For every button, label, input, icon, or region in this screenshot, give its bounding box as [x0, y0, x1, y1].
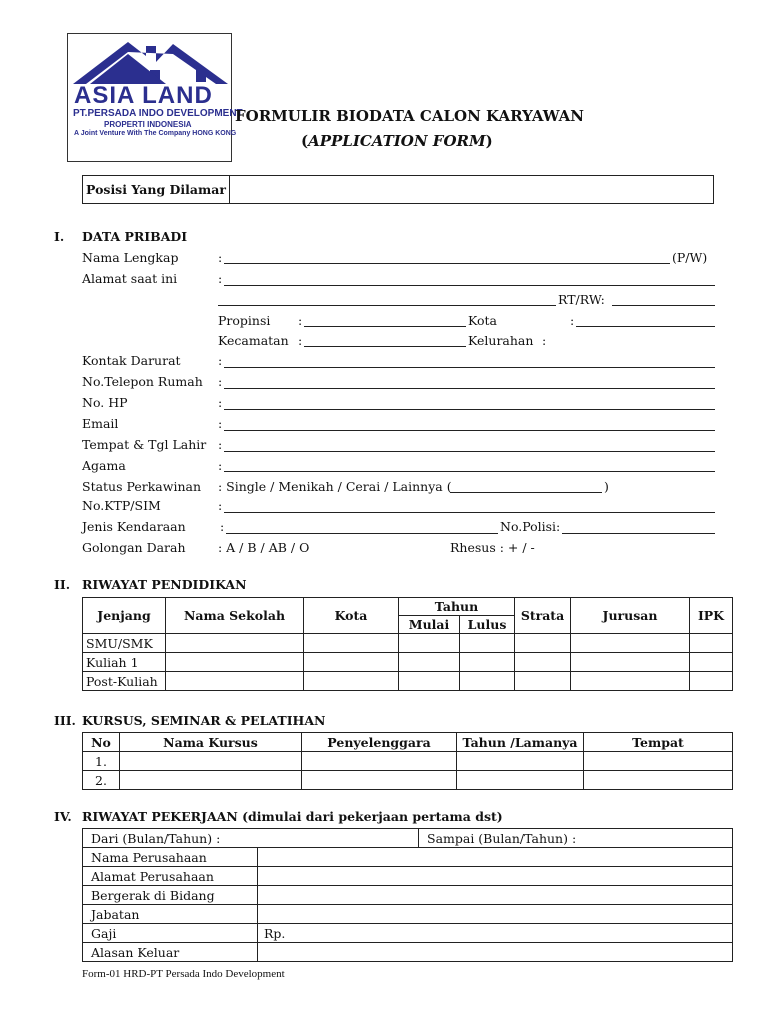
- paren-open: (: [301, 132, 309, 150]
- education-table: [82, 597, 733, 691]
- table-row: [83, 672, 733, 691]
- colon: :: [298, 333, 303, 348]
- row-label: Jabatan: [83, 905, 258, 924]
- label-goldar: Golongan Darah: [82, 540, 186, 555]
- col-sekolah: Nama Sekolah: [166, 598, 304, 634]
- dari-label: Dari (Bulan/Tahun) :: [91, 830, 221, 846]
- label-email: Email: [82, 416, 119, 431]
- table-row: [83, 634, 733, 653]
- colon: :: [218, 353, 223, 368]
- row-label: SMU/SMK: [83, 634, 166, 653]
- label-ttl: Tempat & Tgl Lahir: [82, 437, 207, 452]
- cell[interactable]: [258, 886, 733, 905]
- dari-field[interactable]: [83, 829, 419, 848]
- sampai-label: Sampai (Bulan/Tahun) :: [427, 830, 577, 846]
- col-ipk: IPK: [690, 598, 733, 634]
- cell[interactable]: [690, 672, 733, 691]
- rtrw-input[interactable]: [612, 305, 715, 306]
- kecamatan-input[interactable]: [304, 346, 466, 347]
- work-history-table: [82, 828, 733, 962]
- position-input[interactable]: [230, 176, 714, 204]
- gaji-prefix: Rp.: [264, 925, 286, 941]
- cell[interactable]: [258, 905, 733, 924]
- colon: :: [218, 250, 223, 265]
- section2-num: II.: [54, 577, 71, 592]
- cell[interactable]: [120, 752, 302, 771]
- label-status: Status Perkawinan: [82, 479, 202, 494]
- row-no: 1.: [83, 752, 120, 771]
- colon: :: [220, 519, 225, 534]
- colon: :: [218, 271, 223, 286]
- label-kendaraan: Jenis Kendaraan: [82, 519, 186, 534]
- logo-company: PT.PERSADA INDO DEVELOPMENT: [73, 108, 243, 119]
- cell[interactable]: [166, 634, 304, 653]
- row-label: Post-Kuliah: [83, 672, 166, 691]
- cell[interactable]: [690, 634, 733, 653]
- goldar-options[interactable]: : A / B / AB / O: [218, 540, 310, 555]
- row-label: Alamat Perusahaan: [83, 867, 258, 886]
- cell[interactable]: [302, 752, 457, 771]
- table-row: [83, 848, 733, 867]
- kota-input[interactable]: [576, 326, 715, 327]
- cell[interactable]: [571, 634, 690, 653]
- cell[interactable]: [457, 771, 584, 790]
- cell[interactable]: [460, 634, 515, 653]
- col-nama-kursus: Nama Kursus: [120, 733, 302, 752]
- status-options[interactable]: : Single / Menikah / Cerai / Lainnya (: [218, 479, 452, 494]
- row-label: Bergerak di Bidang: [83, 886, 258, 905]
- col-strata: Strata: [515, 598, 571, 634]
- sampai-field[interactable]: [419, 829, 733, 848]
- table-row: [83, 943, 733, 962]
- kendaraan-input[interactable]: [226, 533, 498, 534]
- polisi-input[interactable]: [562, 533, 715, 534]
- cell[interactable]: [584, 771, 733, 790]
- row-label: Alasan Keluar: [83, 943, 258, 962]
- cell[interactable]: [460, 653, 515, 672]
- cell[interactable]: [399, 653, 460, 672]
- cell[interactable]: [571, 653, 690, 672]
- company-logo: [67, 33, 243, 162]
- row-no: 2.: [83, 771, 120, 790]
- cell[interactable]: [399, 634, 460, 653]
- colon: :: [218, 498, 223, 513]
- cell[interactable]: [304, 634, 399, 653]
- cell[interactable]: [515, 672, 571, 691]
- section1-title: DATA PRIBADI: [82, 229, 188, 244]
- nama-input[interactable]: [224, 263, 670, 264]
- section1-num: I.: [54, 229, 65, 244]
- colon: :: [218, 416, 223, 431]
- row-label: Kuliah 1: [83, 653, 166, 672]
- col-jenjang: Jenjang: [83, 598, 166, 634]
- section4-title: RIWAYAT PEKERJAAN (dimulai dari pekerjaan pertama dst): [82, 809, 503, 824]
- colon: :: [218, 437, 223, 452]
- label-kontak: Kontak Darurat: [82, 353, 181, 368]
- label-nama: Nama Lengkap: [82, 250, 179, 265]
- cell[interactable]: [302, 771, 457, 790]
- cell[interactable]: [120, 771, 302, 790]
- cell[interactable]: [166, 672, 304, 691]
- label-hp: No. HP: [82, 395, 128, 410]
- logo-brand: ASIA LAND: [74, 82, 213, 109]
- ttl-input[interactable]: [224, 451, 715, 452]
- cell[interactable]: [515, 653, 571, 672]
- label-ktp: No.KTP/SIM: [82, 498, 161, 513]
- col-kota: Kota: [304, 598, 399, 634]
- cell[interactable]: [399, 672, 460, 691]
- colon: :: [298, 313, 303, 328]
- ktp-input[interactable]: [224, 512, 715, 513]
- label-agama: Agama: [82, 458, 126, 473]
- col-tahun: Tahun: [399, 598, 515, 616]
- row-label: Nama Perusahaan: [83, 848, 258, 867]
- cell[interactable]: [166, 653, 304, 672]
- cell[interactable]: [304, 672, 399, 691]
- label-kota: Kota: [468, 313, 498, 328]
- cell[interactable]: [258, 924, 733, 943]
- position-label: Posisi Yang Dilamar: [83, 176, 230, 204]
- table-row: [83, 771, 733, 790]
- col-jurusan: Jurusan: [571, 598, 690, 634]
- col-tahun-lamanya: Tahun /Lamanya: [457, 733, 584, 752]
- email-input[interactable]: [224, 430, 715, 431]
- colon: :: [570, 313, 575, 328]
- colon: :: [218, 458, 223, 473]
- cell[interactable]: [258, 867, 733, 886]
- table-row: [83, 924, 733, 943]
- label-kelurahan: Kelurahan: [468, 333, 534, 348]
- position-box: [82, 175, 714, 204]
- kontak-input[interactable]: [224, 367, 715, 368]
- table-row: [83, 905, 733, 924]
- label-propinsi: Propinsi: [218, 313, 271, 328]
- label-rtrw: RT/RW:: [558, 292, 605, 307]
- col-lulus: Lulus: [460, 616, 515, 634]
- telp-input[interactable]: [224, 388, 715, 389]
- status-other-input[interactable]: [450, 492, 602, 493]
- cell[interactable]: [457, 752, 584, 771]
- colon: :: [218, 395, 223, 410]
- logo-sub: PROPERTI INDONESIA: [104, 120, 192, 129]
- table-row: [83, 653, 733, 672]
- label-kecamatan: Kecamatan: [218, 333, 289, 348]
- form-subtitle: [301, 132, 493, 150]
- col-penyelenggara: Penyelenggara: [302, 733, 457, 752]
- paren-close: ): [485, 132, 493, 150]
- status-close: ): [604, 479, 609, 494]
- courses-table: [82, 732, 733, 790]
- cell[interactable]: [515, 634, 571, 653]
- propinsi-input[interactable]: [304, 326, 466, 327]
- col-mulai: Mulai: [399, 616, 460, 634]
- col-tempat: Tempat: [584, 733, 733, 752]
- label-alamat: Alamat saat ini: [82, 271, 178, 286]
- cell[interactable]: [571, 672, 690, 691]
- cell[interactable]: [460, 672, 515, 691]
- section3-title: KURSUS, SEMINAR & PELATIHAN: [82, 713, 326, 728]
- form-title: FORMULIR BIODATA CALON KARYAWAN: [235, 107, 584, 125]
- row-label: Gaji: [83, 924, 258, 943]
- label-telp: No.Telepon Rumah: [82, 374, 203, 389]
- section3-num: III.: [54, 713, 76, 728]
- agama-input[interactable]: [224, 471, 715, 472]
- footer-text: Form-01 HRD-PT Persada Indo Development: [82, 968, 285, 980]
- cell[interactable]: [584, 752, 733, 771]
- cell[interactable]: [258, 943, 733, 962]
- section4-num: IV.: [54, 809, 72, 824]
- label-pw: (P/W): [672, 250, 708, 265]
- colon: :: [218, 374, 223, 389]
- logo-tagline: A Joint Venture With The Company HONG KONG: [74, 130, 237, 137]
- cell[interactable]: [690, 653, 733, 672]
- table-row: [83, 886, 733, 905]
- subtitle-text: APPLICATION FORM: [308, 132, 486, 150]
- rhesus-options[interactable]: Rhesus : + / -: [450, 540, 535, 555]
- cell[interactable]: [258, 848, 733, 867]
- section2-title: RIWAYAT PENDIDIKAN: [82, 577, 247, 592]
- table-row: [83, 867, 733, 886]
- colon: :: [542, 333, 547, 348]
- label-polisi: No.Polisi:: [500, 519, 561, 534]
- hp-input[interactable]: [224, 409, 715, 410]
- alamat2-input[interactable]: [218, 305, 556, 306]
- table-row: [83, 752, 733, 771]
- col-no: No: [83, 733, 120, 752]
- cell[interactable]: [304, 653, 399, 672]
- alamat-input[interactable]: [224, 285, 715, 286]
